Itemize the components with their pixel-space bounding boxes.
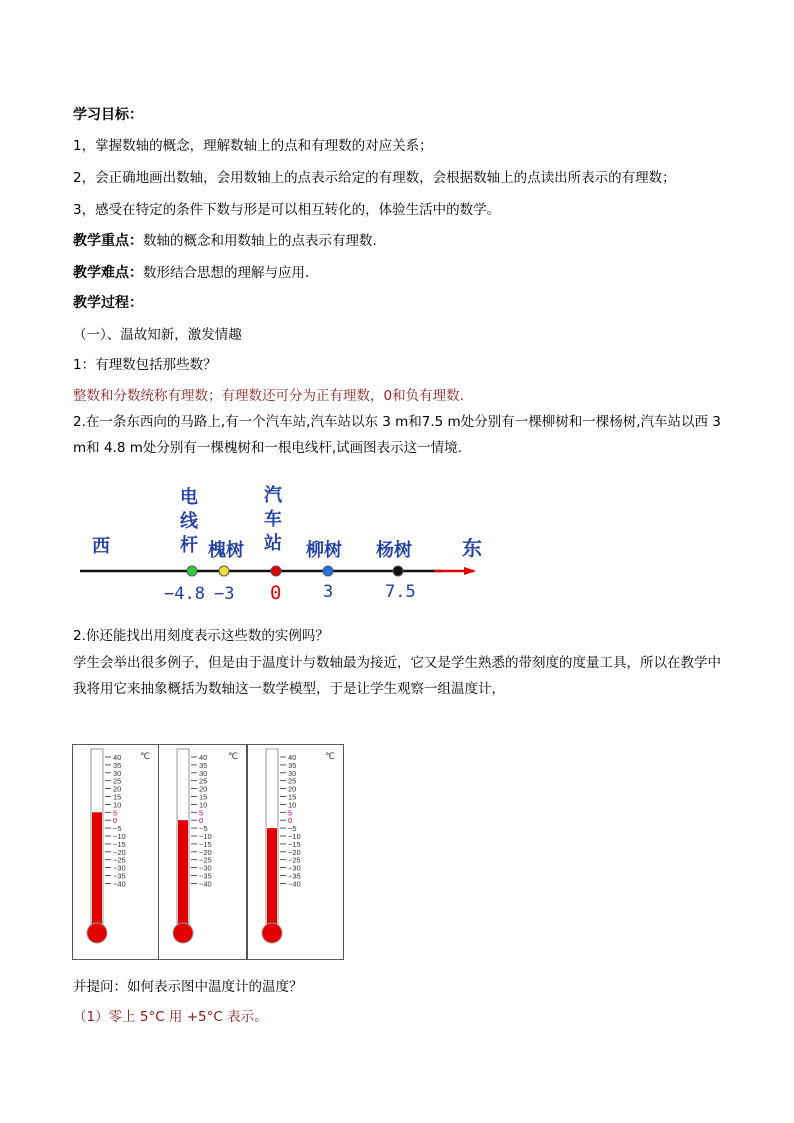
thermometer-1 [72,744,159,960]
scale-label: −35 [288,871,301,881]
west-label: 西 [92,536,110,557]
number-axis-svg [72,476,492,611]
mercury-bulb [173,923,193,943]
key-point-text: 数轴的概念和用数轴上的点表示有理数. [143,233,377,249]
scale-label: 10 [113,800,122,810]
scale-label: −40 [113,879,126,889]
poplar-value: 7.5 [385,582,416,602]
number-axis-figure [72,476,492,611]
willow-label: 柳树 [306,540,342,561]
scale-label: −30 [199,863,212,873]
point-locust [219,566,229,576]
scale-label: 10 [199,800,208,810]
scale-label: −35 [113,871,126,881]
scale-label: 5 [288,808,293,818]
scale-label: 25 [199,776,208,786]
scale-label: 30 [113,768,122,778]
difficult-point [73,261,309,282]
unit-label: ℃ [325,752,336,762]
scale-label: 20 [288,784,297,794]
scale-label: 0 [288,816,293,826]
ask-text: 并提问：如何表示图中温度计的温度？ [73,979,303,995]
scale-label: −35 [199,871,212,881]
scale-label: −20 [113,847,126,857]
scale-label: −15 [199,839,212,849]
locust-value: −3 [214,584,235,604]
scale-label: 15 [113,792,122,802]
point-station [271,566,281,576]
scale-label: 0 [113,816,118,826]
question-1: 1：有理数包括那些数？ [73,357,217,373]
question-3: 2.你还能找出用刻度表示这些数的实例吗？ [73,628,329,644]
scale-label: 15 [288,792,297,802]
scale-label: 20 [113,784,122,794]
process-heading: 教学过程： [73,295,143,311]
scale-label: 0 [199,816,204,826]
objective-3: 3，感受在特定的条件下数与形是可以相互转化的，体验生活中的数学。 [73,202,501,218]
mercury-bulb [262,923,282,943]
scale-label: 15 [199,792,208,802]
paragraph-thermometer: 学生会举出很多例子，但是由于温度计与数轴最为接近，它又是学生熟悉的带刻度的度量工具，所以在教学中我将用它来抽象概括为数轴这一数学模型，于是让学生观察一组温度计， [73,655,721,697]
station-label: 汽 车 站 [264,485,282,554]
point-poplar [393,566,403,576]
unit-label: ℃ [140,752,151,762]
scale-label: −40 [288,879,301,889]
scale-label: 35 [113,760,122,770]
scale-label: 40 [199,753,208,762]
unit-label: ℃ [228,752,239,762]
scale-label: 20 [199,784,208,794]
mercury-column [267,828,277,927]
east-label: 东 [462,536,482,560]
thermometer-3 [247,744,344,960]
scale-label: 40 [288,753,297,762]
difficult-point-label: 教学难点： [73,265,143,281]
scale-label: 25 [288,776,297,786]
pole-label: 电 线 杆 [180,487,198,556]
scale-label: 25 [113,776,122,786]
mercury-column [178,820,188,927]
mercury-column [92,812,102,927]
scale-label: 40 [113,753,122,762]
scale-label: −10 [199,832,212,841]
scale-label: 30 [288,768,297,778]
point-pole [187,566,197,576]
scale-label: 10 [288,800,297,810]
axis-arrow-head [464,567,476,575]
willow-value: 3 [323,582,334,602]
answer-plus5: （1）零上 5°C 用 +5°C 表示。 [73,1009,268,1025]
poplar-label: 杨树 [376,540,412,561]
scale-label: −15 [113,839,126,849]
scale-label: −25 [199,855,212,865]
scale-label: −20 [199,847,212,857]
scale-label: 30 [199,768,208,778]
scale-label: −40 [199,879,212,889]
scale-label: 5 [113,808,118,818]
question-2: 2.在一条东西向的马路上,有一个汽车站,汽车站以东 3 m和7.5 m处分别有一棵柳树和一棵杨树,汽车站以西 3 m和 4.8 m处分别有一棵槐树和一根电线杆,试画图表示这一情境. [73,414,721,456]
point-willow [323,566,333,576]
difficult-point-text: 数形结合思想的理解与应用. [143,265,310,281]
answer-1: 整数和分数统称有理数；有理数还可分为正有理数，0和负有理数. [73,388,464,404]
station-value: 0 [270,582,282,604]
scale-label: −5 [113,824,122,834]
scale-label: −30 [288,863,301,873]
mercury-bulb [87,923,107,943]
objective-2: 2，会正确地画出数轴，会用数轴上的点表示给定的有理数，会根据数轴上的点读出所表示的有理数； [73,170,676,186]
scale-label: −15 [288,839,301,849]
scale-label: −25 [288,855,301,865]
objectives-heading: 学习目标： [73,107,143,123]
section-1: （一）、温故知新，激发情趣 [73,327,242,343]
pole-value: −4.8 [164,584,205,604]
thermometer-2 [158,744,247,960]
scale-label: 35 [288,760,297,770]
scale-label: −20 [288,847,301,857]
scale-label: −30 [113,863,126,873]
scale-label: −5 [288,824,297,834]
key-point-label: 教学重点： [73,233,143,249]
locust-label: 槐树 [208,540,244,561]
scale-label: −25 [113,855,126,865]
scale-label: −5 [199,824,208,834]
scale-label: −10 [113,832,126,841]
scale-label: 35 [199,760,208,770]
scale-label: −10 [288,832,301,841]
objective-1: 1，掌握数轴的概念，理解数轴上的点和有理数的对应关系； [73,138,433,154]
key-point [73,229,377,250]
scale-label: 5 [199,808,204,818]
